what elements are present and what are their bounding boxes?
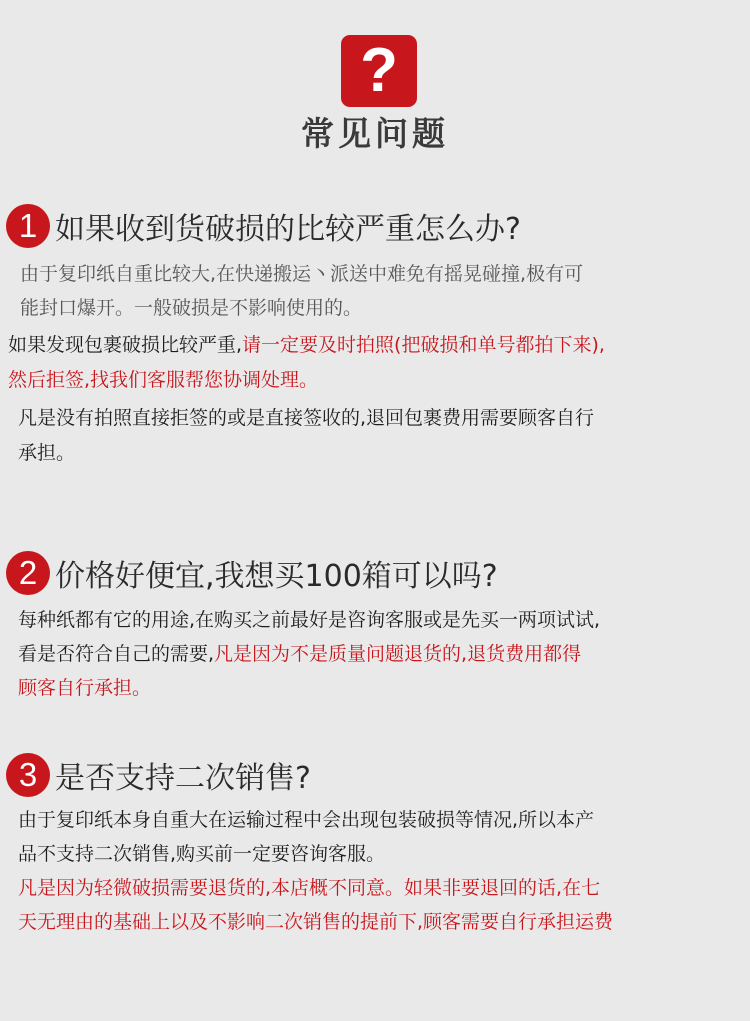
number-badge-3: 3 [6, 753, 50, 797]
question-3-title: 是否支持二次销售? [55, 761, 311, 796]
q1-paragraph-2-plain: 如果发现包裹破损比较严重, [8, 334, 243, 356]
q3-line-1: 由于复印纸本身自重大在运输过程中会出现包装破损等情况,所以本产 [18, 809, 595, 831]
q1-paragraph-1-line-1: 由于复印纸自重比较大,在快递搬运丶派送中难免有摇晃碰撞,极有可 [20, 263, 584, 285]
faq-question-3 [6, 751, 311, 799]
q1-paragraph-2-highlight: 请一定要及时拍照(把破损和单号都拍下来), [242, 334, 605, 356]
q2-line-2-highlight: 凡是因为不是质量问题退货的,退货费用都得 [214, 643, 582, 665]
q1-paragraph-3-line-1: 凡是没有拍照直接拒签的或是直接签收的,退回包裹费用需要顾客自行 [18, 407, 595, 429]
q1-paragraph-2-line-1 [8, 327, 605, 363]
question-2-title: 价格好便宜,我想买100箱可以吗? [55, 559, 498, 594]
faq-question-2 [6, 549, 498, 597]
number-badge-2: 2 [6, 551, 50, 595]
q1-paragraph-1-line-2: 能封口爆开。一般破损是不影响使用的。 [20, 297, 363, 319]
number-badge-1: 1 [6, 204, 50, 248]
page-title: 常见问题 [301, 114, 449, 153]
q3-line-4: 天无理由的基础上以及不影响二次销售的提前下,顾客需要自行承担运费 [18, 911, 614, 933]
faq-question-1 [6, 202, 521, 250]
question-1-title: 如果收到货破损的比较严重怎么办? [55, 212, 521, 247]
q2-line-2-plain: 看是否符合自己的需要, [18, 643, 215, 665]
q2-line-2 [18, 636, 581, 672]
q1-paragraph-2-line-2: 然后拒签,找我们客服帮您协调处理。 [8, 369, 319, 391]
question-mark-icon: ? [341, 35, 417, 107]
q2-line-1: 每种纸都有它的用途,在购买之前最好是咨询客服或是先买一两项试试, [18, 609, 601, 631]
q3-line-2: 品不支持二次销售,购买前一定要咨询客服。 [18, 843, 386, 865]
q2-line-3: 顾客自行承担。 [18, 677, 152, 699]
q3-line-3: 凡是因为轻微破损需要退货的,本店概不同意。如果非要退回的话,在七 [18, 877, 601, 899]
q1-paragraph-3-line-2: 承担。 [18, 442, 76, 464]
